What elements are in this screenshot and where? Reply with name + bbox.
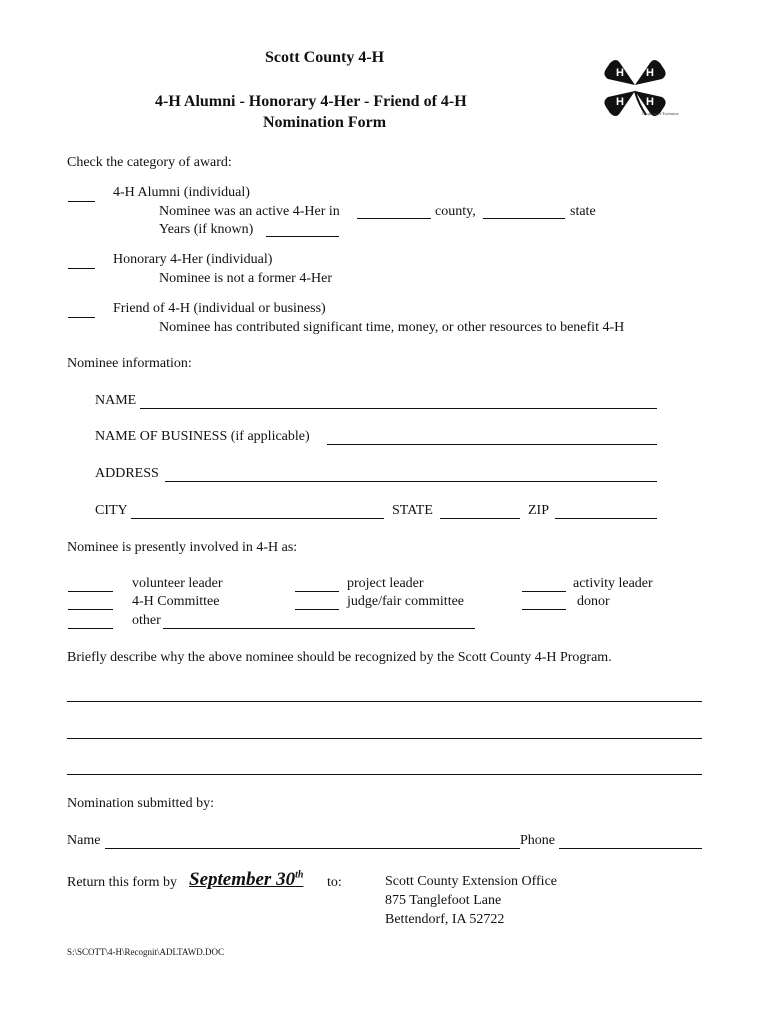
alumni-desc-c: state [570,204,596,219]
nominee-name-field[interactable] [140,408,657,409]
file-path: S:\SCOTT\4-H\Recognit\ADLTAWD.DOC [67,947,224,957]
description-line-3[interactable] [67,774,702,775]
clover-letter-4: H [646,96,654,108]
office-address-line-3: Bettendorf, IA 52722 [385,912,505,927]
nominee-heading: Nominee information: [67,356,192,371]
deadline-suffix: th [295,869,304,881]
honorary-label: Honorary 4-Her (individual) [113,252,273,267]
office-address-line-1: Scott County Extension Office [385,874,557,889]
address-field[interactable] [165,481,657,482]
donor-label: donor [577,594,610,609]
friend-label: Friend of 4-H (individual or business) [113,301,326,316]
clover-letter-2: H [646,67,654,79]
submitted-by-heading: Nomination submitted by: [67,796,214,811]
alumni-county-field[interactable] [357,218,431,219]
clover-letter-3: H [616,96,624,108]
zip-label: ZIP [528,503,549,518]
other-label: other [132,613,161,628]
honorary-checkbox[interactable] [68,268,95,269]
project-leader-label: project leader [347,576,424,591]
alumni-years-field[interactable] [266,236,339,237]
other-checkbox[interactable] [68,628,113,629]
category-prompt: Check the category of award: [67,155,232,170]
four-h-clover-logo [602,55,679,121]
city-label: CITY [95,503,128,518]
state-label: STATE [392,503,433,518]
activity-leader-checkbox[interactable] [522,591,566,592]
page-title: Scott County 4-H [265,49,385,66]
deadline-date: September 30th [189,869,304,890]
volunteer-leader-label: volunteer leader [132,576,223,591]
form-name: Nomination Form [263,114,387,131]
alumni-years-label: Years (if known) [159,222,254,237]
alumni-desc-a: Nominee was an active 4-Her in [159,204,340,219]
logo-caption: Cooperative Extension [642,111,679,116]
return-to-label: to: [327,875,342,890]
submitter-phone-field[interactable] [559,848,702,849]
address-label: ADDRESS [95,466,159,481]
involvement-heading: Nominee is presently involved in 4-H as: [67,540,298,555]
clover-letter-1: H [616,67,624,79]
judge-fair-label: judge/fair committee [347,594,465,609]
description-prompt: Briefly describe why the above nominee should be recognized by the Scott County 4-H Program. [67,650,612,665]
state-field[interactable] [440,518,520,519]
committee-checkbox[interactable] [68,609,113,610]
alumni-label: 4-H Alumni (individual) [113,185,250,200]
submitter-phone-label: Phone [520,833,555,848]
volunteer-leader-checkbox[interactable] [68,591,113,592]
friend-checkbox[interactable] [68,317,95,318]
friend-desc: Nominee has contributed significant time, money, or other resources to benefit 4-H [159,320,625,335]
alumni-checkbox[interactable] [68,201,95,202]
alumni-desc-b: county, [435,204,476,219]
city-field[interactable] [131,518,384,519]
business-name-field[interactable] [327,444,657,445]
description-line-2[interactable] [67,738,702,739]
submitter-name-label: Name [67,833,101,848]
form-subtitle: 4-H Alumni - Honorary 4-Her - Friend of 4-H [155,93,467,110]
activity-leader-label: activity leader [573,576,653,591]
return-prefix: Return this form by [67,875,178,890]
office-address-line-2: 875 Tanglefoot Lane [385,893,502,908]
alumni-state-field[interactable] [483,218,565,219]
submitter-name-field[interactable] [105,848,520,849]
other-field[interactable] [163,628,475,629]
judge-fair-checkbox[interactable] [295,609,339,610]
project-leader-checkbox[interactable] [295,591,339,592]
name-label: NAME [95,393,137,408]
zip-field[interactable] [555,518,657,519]
business-label: NAME OF BUSINESS (if applicable) [95,429,310,444]
description-line-1[interactable] [67,701,702,702]
committee-label: 4-H Committee [132,594,220,609]
donor-checkbox[interactable] [522,609,566,610]
honorary-desc: Nominee is not a former 4-Her [159,271,332,286]
